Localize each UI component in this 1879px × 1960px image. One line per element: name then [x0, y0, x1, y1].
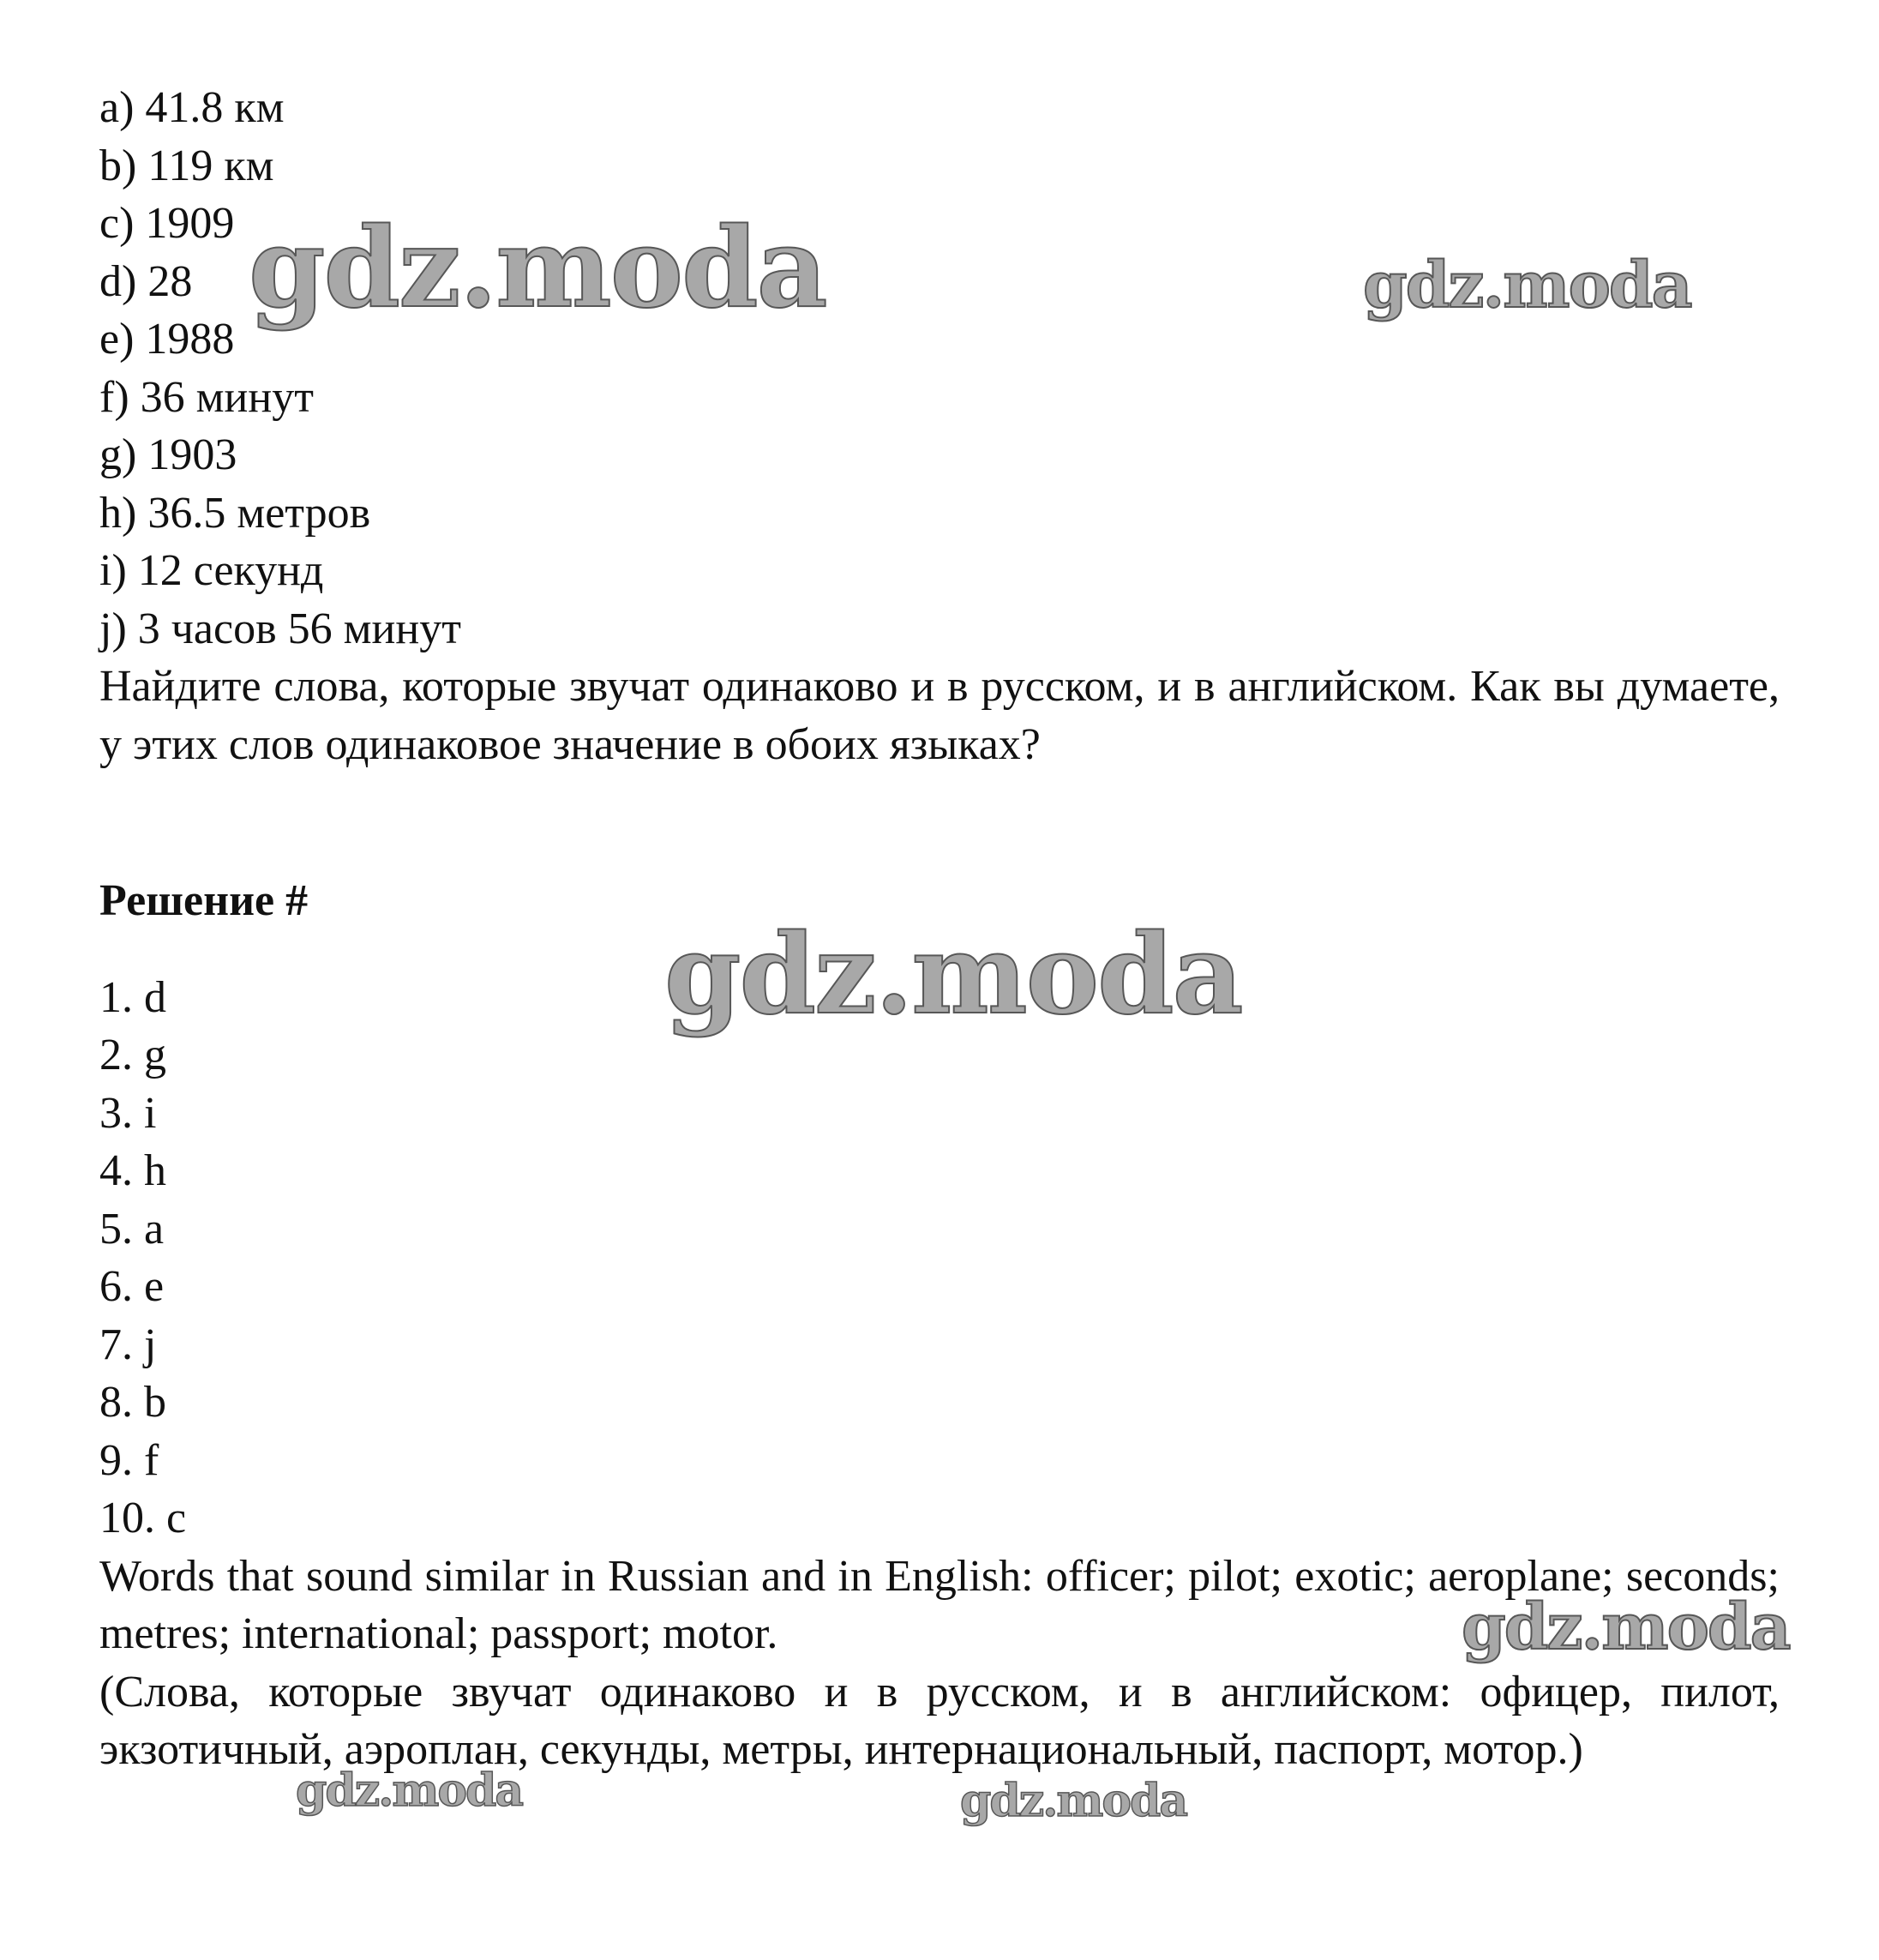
solution-item-7: 7. j — [99, 1320, 157, 1369]
solution-item-9: 9. f — [99, 1435, 159, 1485]
watermark-logo: gdz.moda — [249, 204, 826, 333]
watermark-logo: gdz.moda — [960, 1775, 1187, 1827]
solution-item-3: 3. i — [99, 1088, 157, 1138]
question-text: Найдите слова, которые звучат одинаково и в русском, и в английском. Как вы думаете, у этих слов одинаковое значение в обоих языках? — [99, 662, 1780, 769]
solution-heading: Решение # — [99, 876, 309, 925]
solution-list — [99, 969, 1780, 1548]
answer-j: j) 3 часов 56 минут — [99, 604, 461, 653]
answer-d: d) 28 — [99, 256, 193, 306]
answer-b: b) 119 км — [99, 141, 274, 190]
watermark-logo: gdz.moda — [1462, 1590, 1790, 1664]
answer-a: a) 41.8 км — [99, 83, 285, 132]
solution-item-8: 8. b — [99, 1378, 166, 1427]
answer-i: i) 12 секунд — [99, 546, 324, 595]
document-page — [99, 79, 1780, 1779]
russian-paragraph: (Слова, которые звучат одинаково и в русском, и в английском: офицер, пилот, экзотичный, аэроплан, секунды, метры, интернациональный, паспорт, мотор.) — [99, 1667, 1780, 1774]
answer-list-top — [99, 79, 1780, 658]
solution-item-4: 4. h — [99, 1146, 166, 1195]
solution-item-10: 10. c — [99, 1494, 187, 1542]
watermark-logo: gdz.moda — [296, 1765, 523, 1817]
answer-e: e) 1988 — [99, 315, 235, 364]
english-paragraph: Words that sound similar in Russian and in English: officer; pilot; exotic; aeroplane; seconds; metres; international; passport; motor. — [99, 1551, 1780, 1658]
answer-f: f) 36 минут — [99, 372, 314, 422]
answer-c: c) 1909 — [99, 199, 235, 248]
answer-g: g) 1903 — [99, 430, 237, 479]
watermark-logo: gdz.moda — [664, 911, 1242, 1039]
watermark-logo: gdz.moda — [1363, 249, 1691, 322]
answer-h: h) 36.5 метров — [99, 488, 371, 538]
solution-item-6: 6. e — [99, 1262, 165, 1311]
solution-item-1: 1. d — [99, 972, 166, 1022]
solution-item-5: 5. a — [99, 1204, 165, 1254]
solution-item-2: 2. g — [99, 1031, 166, 1079]
